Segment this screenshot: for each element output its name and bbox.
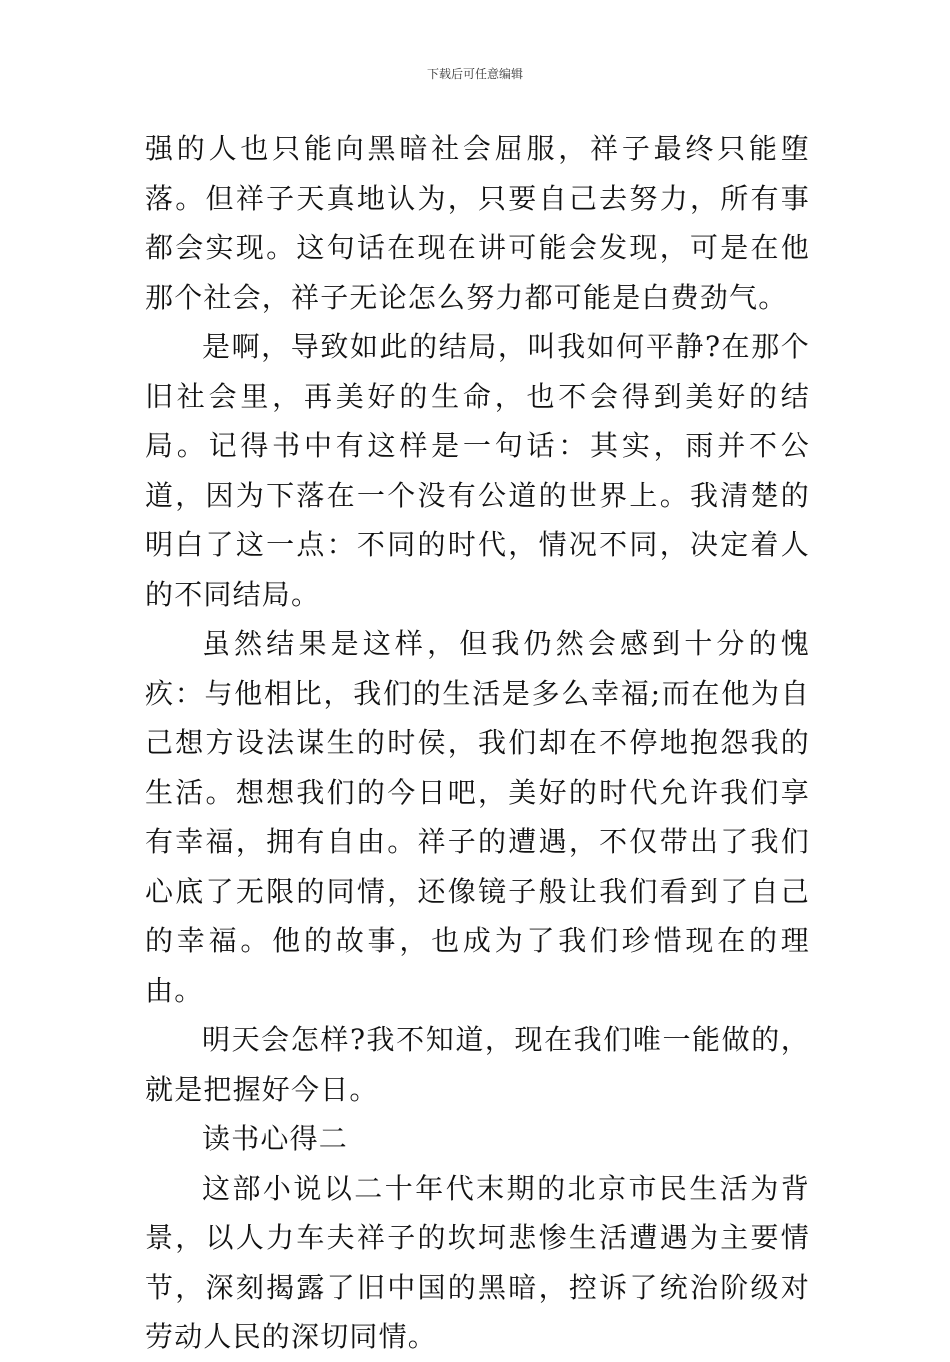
paragraph-4: 明天会怎样?我不知道，现在我们唯一能做的，就是把握好今日。	[145, 1023, 810, 1106]
document-body	[145, 124, 810, 1362]
paragraph-5: 这部小说以二十年代末期的北京市民生活为背景，以人力车夫祥子的坎坷悲惨生活遭遇为主要情节，深刻揭露了旧中国的黑暗，控诉了统治阶级对劳动人民的深切同情。	[145, 1171, 810, 1353]
paragraph-2: 是啊，导致如此的结局，叫我如何平静?在那个旧社会里，再美好的生命，也不会得到美好的结局。记得书中有这样是一句话：其实，雨并不公道，因为下落在一个没有公道的世界上。我清楚的明白了这一点：不同的时代，情况不同，决定着人的不同结局。	[145, 330, 810, 611]
section-heading: 读书心得二	[202, 1122, 349, 1155]
paragraph-3: 虽然结果是这样，但我仍然会感到十分的愧疚：与他相比，我们的生活是多么幸福;而在他为自己想方设法谋生的时侯，我们却在不停地抱怨我的生活。想想我们的今日吧，美好的时代允许我们享有幸福，拥有自由。祥子的遭遇，不仅带出了我们心底了无限的同情，还像镜子般让我们看到了自己的幸福。他的故事，也成为了我们珍惜现在的理由。	[145, 627, 810, 1007]
paragraph-1: 强的人也只能向黑暗社会屈服，祥子最终只能堕落。但祥子天真地认为，只要自己去努力，所有事都会实现。这句话在现在讲可能会发现，可是在他那个社会，祥子无论怎么努力都可能是白费劲气。	[145, 132, 810, 314]
page-header: 下载后可任意编辑	[426, 67, 523, 81]
